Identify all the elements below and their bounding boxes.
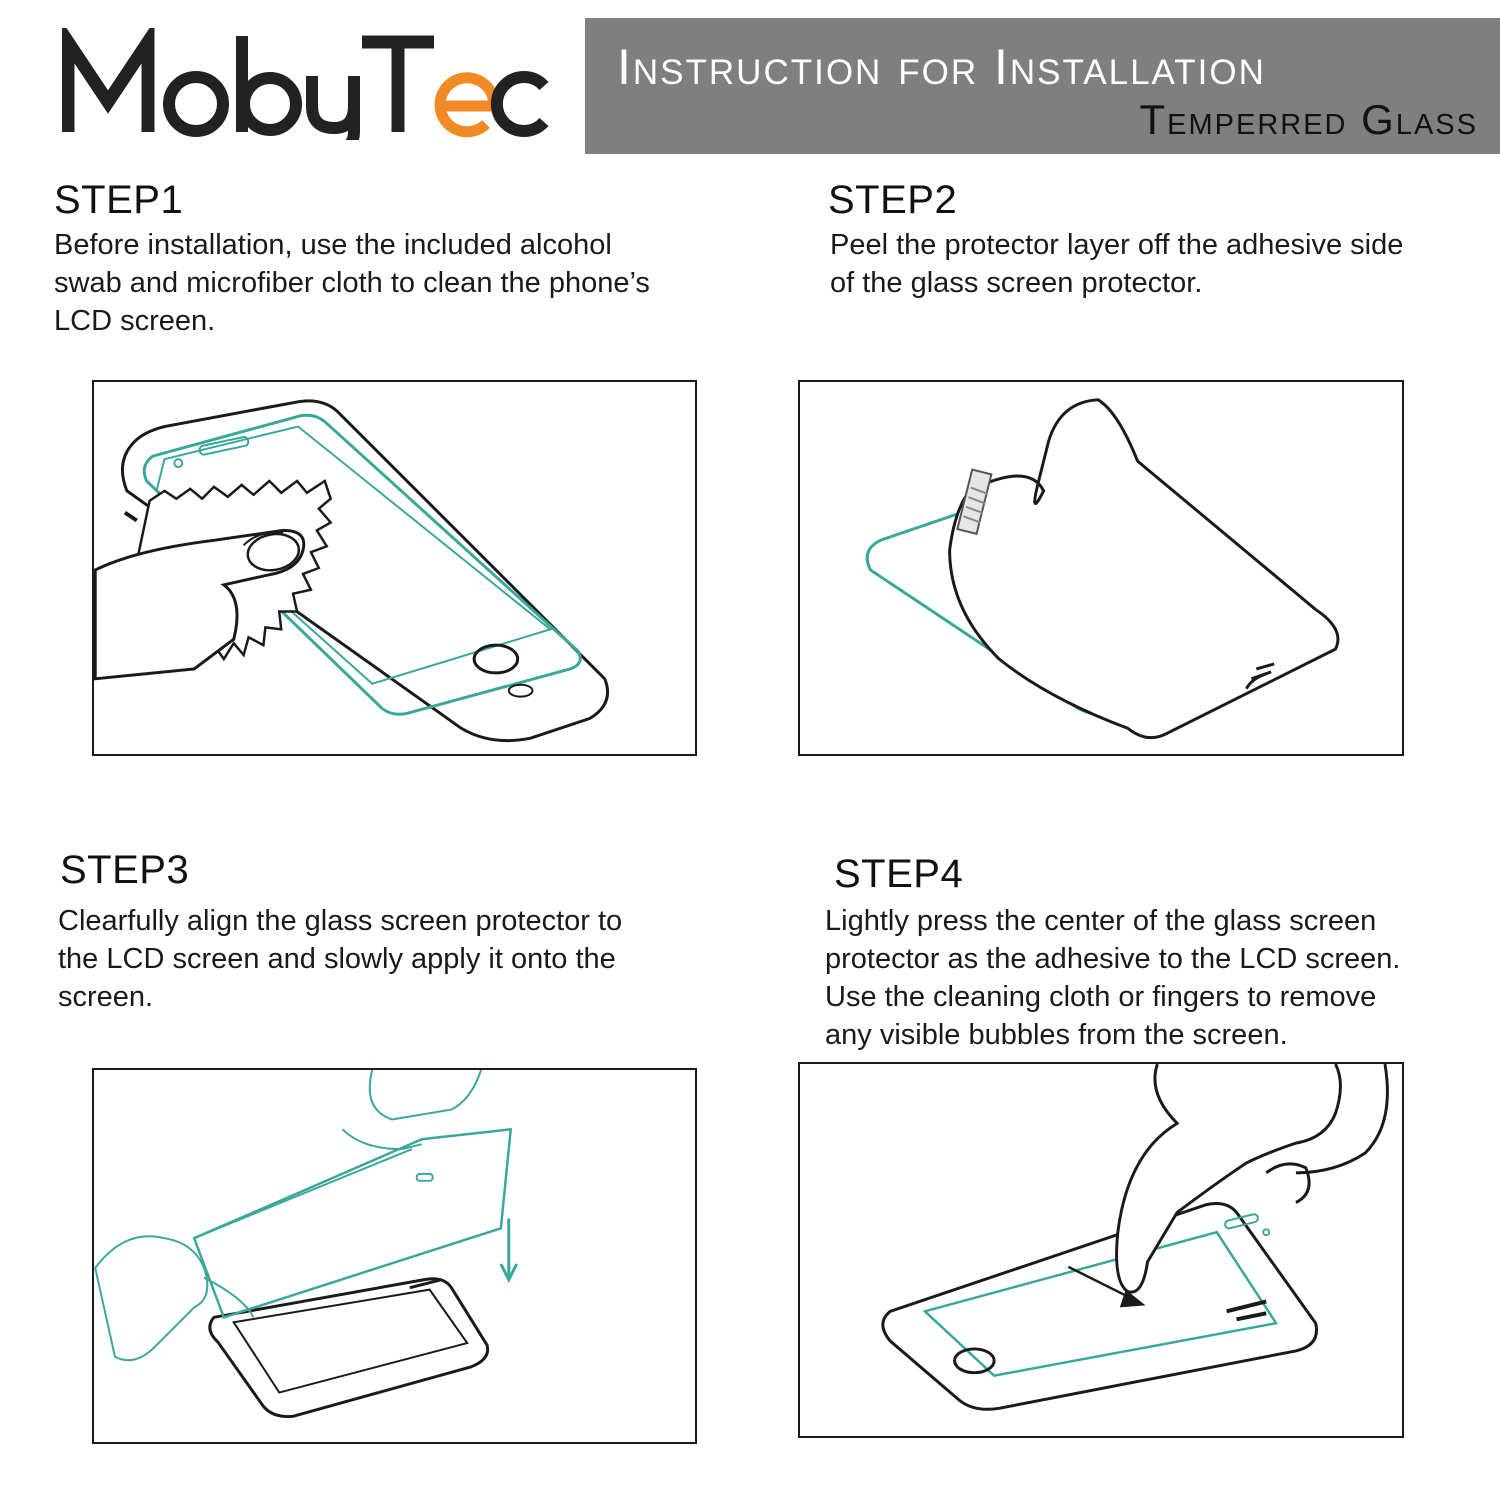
align-glass-onto-phone-icon [94, 1070, 695, 1442]
header-banner [585, 18, 1500, 154]
step4-title: STEP4 [834, 852, 964, 896]
phone-cleaning-cloth-icon [94, 382, 695, 754]
step3-line: the LCD screen and slowly apply it onto the [58, 943, 616, 975]
step4-illustration-frame [798, 1062, 1404, 1438]
step2-title: STEP2 [828, 178, 958, 222]
step4-line: Lightly press the center of the glass screen [825, 905, 1377, 937]
header-title: Instruction for Installation [617, 39, 1266, 95]
step4-line: any visible bubbles from the screen. [825, 1019, 1288, 1051]
step1-illustration-frame [92, 380, 697, 756]
step1-line: Before installation, use the included alcohol [54, 229, 612, 261]
peel-protector-film-icon [800, 382, 1402, 754]
logo-letter-h-stem [552, 36, 558, 140]
step4-text [825, 902, 1400, 1054]
step3-line: Clearfully align the glass screen protector to [58, 905, 623, 937]
step2-line: of the glass screen protector. [830, 267, 1203, 299]
step3-line: screen. [58, 981, 154, 1013]
step2-illustration-frame [798, 380, 1404, 756]
step3-text [58, 902, 622, 1016]
step2-text [830, 226, 1403, 302]
step1-line: swab and microfiber cloth to clean the phone’s [54, 267, 650, 299]
step1-line: LCD screen. [54, 305, 216, 337]
step3-illustration-frame [92, 1068, 697, 1444]
step4-line: protector as the adhesive to the LCD screen. [825, 943, 1401, 975]
header-subtitle: Temperred Glass [1139, 96, 1478, 143]
step1-title: STEP1 [54, 178, 184, 222]
finger-press-screen-icon [800, 1064, 1402, 1436]
step2-line: Peel the protector layer off the adhesive side [830, 229, 1404, 261]
step4-line: Use the cleaning cloth or fingers to remove [825, 981, 1377, 1013]
step3-title: STEP3 [60, 848, 190, 892]
step1-text [54, 226, 650, 340]
mobytech-logo [62, 28, 562, 140]
